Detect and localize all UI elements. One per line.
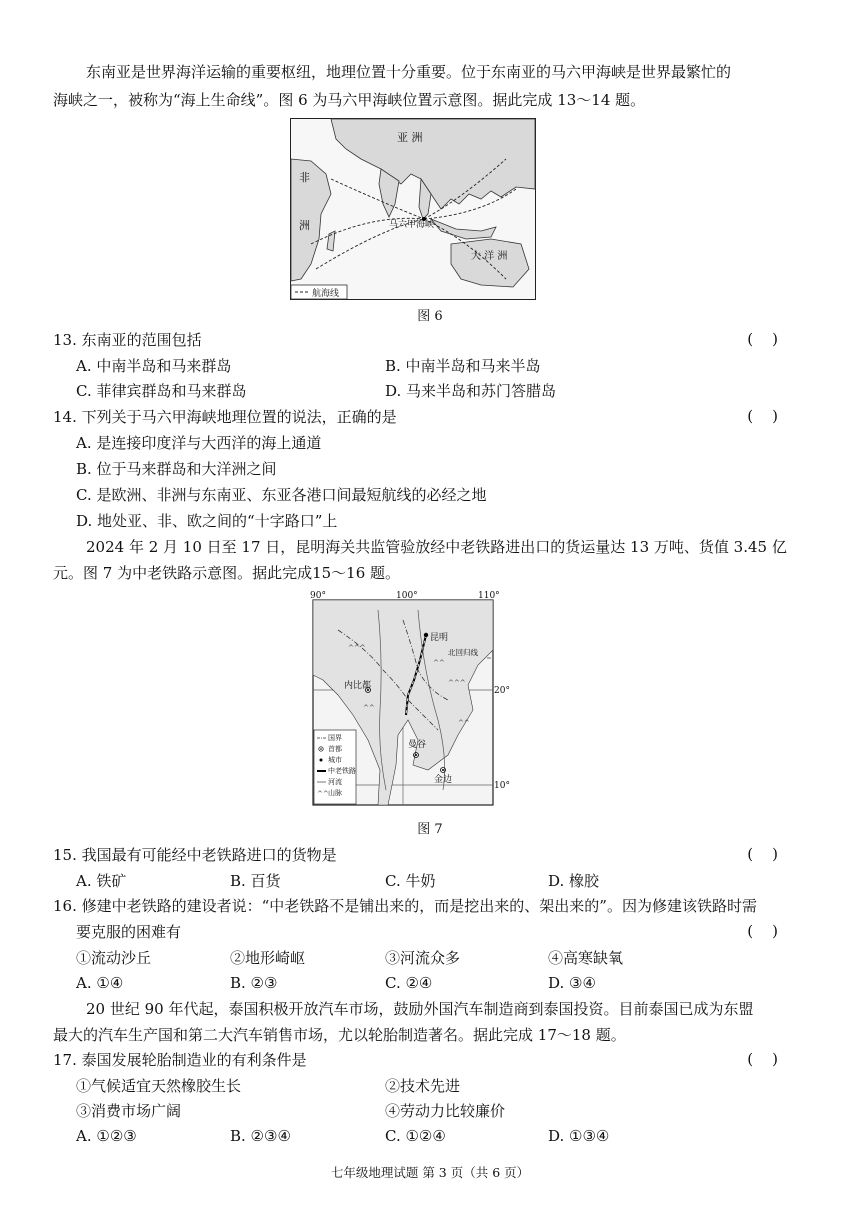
intro1-line1: 东南亚是世界海洋运输的重要枢纽，地理位置十分重要。位于东南亚的马六甲海峡是世界最繁忙的 xyxy=(86,63,732,81)
q15-option-c[interactable]: C. 牛奶 xyxy=(385,872,436,890)
q17-item-2: ②技术先进 xyxy=(385,1077,461,1095)
q16-item-1: ①流动沙丘 xyxy=(76,949,152,967)
figure7-legend-city: 城市 xyxy=(328,756,342,764)
q16-stem-continued: 要克服的困难有 xyxy=(76,923,182,941)
figure7-legend-border: 国界 xyxy=(328,734,342,742)
svg-text:^^: ^^ xyxy=(317,790,329,798)
intro1-line2: 海峡之一，被称为“海上生命线”。图 6 为马六甲海峡位置示意图。据此完成 13～14 题。 xyxy=(53,91,646,109)
q17-item-1: ①气候适宜天然橡胶生长 xyxy=(76,1077,242,1095)
intro3-line1: 20 世纪 90 年代起，泰国积极开放汽车市场，鼓励外国汽车制造商到泰国投资。目前泰国已成为东盟 xyxy=(86,1000,754,1018)
q16-option-c[interactable]: C. ②④ xyxy=(385,974,433,992)
q17-answer-paren[interactable]: ( ) xyxy=(747,1050,778,1068)
figure7-legend-railway: 中老铁路 xyxy=(328,767,356,775)
figure7-lon-90: 90° xyxy=(310,591,326,601)
q16-item-4: ④高寒缺氧 xyxy=(548,949,624,967)
q16-item-2: ②地形崎岖 xyxy=(230,949,306,967)
q14-stem: 14. 下列关于马六甲海峡地理位置的说法，正确的是 xyxy=(53,408,397,426)
q16-option-d[interactable]: D. ③④ xyxy=(548,974,596,992)
q16-answer-paren[interactable]: ( ) xyxy=(747,922,778,940)
figure6-label-asia: 亚 洲 xyxy=(397,131,423,144)
svg-text:^^: ^^ xyxy=(458,719,470,727)
figure6-caption: 图 6 xyxy=(417,309,443,324)
figure6-label-africa-1: 非 xyxy=(299,171,310,184)
figure7-city-bangkok: 曼谷 xyxy=(408,740,427,750)
intro2-line2: 元。图 7 为中老铁路示意图。据此完成15～16 题。 xyxy=(53,564,401,582)
figure6-map xyxy=(290,118,536,300)
q17-item-4: ④劳动力比较廉价 xyxy=(385,1102,506,1120)
figure7-map xyxy=(308,590,510,812)
q14-answer-paren[interactable]: ( ) xyxy=(747,407,778,425)
figure7-legend-river: 河流 xyxy=(328,778,342,786)
q14-option-d[interactable]: D. 地处亚、非、欧之间的“十字路口”上 xyxy=(76,512,338,530)
q13-option-a[interactable]: A. 中南半岛和马来群岛 xyxy=(76,357,232,375)
q13-stem: 13. 东南亚的范围包括 xyxy=(53,331,202,349)
q17-option-d[interactable]: D. ①③④ xyxy=(548,1127,610,1145)
q13-option-c[interactable]: C. 菲律宾群岛和马来群岛 xyxy=(76,382,247,400)
figure7-lat-20: 20° xyxy=(494,686,510,696)
figure6-legend: 航海线 xyxy=(312,289,340,299)
svg-text:^^^: ^^^ xyxy=(448,679,466,687)
figure7-legend-mountain: 山脉 xyxy=(328,789,342,797)
figure7-city-kunming: 昆明 xyxy=(430,633,449,643)
svg-text:^^: ^^ xyxy=(433,659,445,667)
q14-option-a[interactable]: A. 是连接印度洋与大西洋的海上通道 xyxy=(76,434,322,452)
q17-option-c[interactable]: C. ①②④ xyxy=(385,1127,446,1145)
figure7-city-naypyidaw: 内比都 xyxy=(344,681,372,691)
q16-option-b[interactable]: B. ②③ xyxy=(230,974,278,992)
figure7-caption: 图 7 xyxy=(417,822,443,837)
q15-option-d[interactable]: D. 橡胶 xyxy=(548,872,600,890)
q16-stem: 16. 修建中老铁路的建设者说：“中老铁路不是铺出来的，而是挖出来的、架出来的”。因为修建该铁路时需 xyxy=(53,897,757,915)
q16-item-3: ③河流众多 xyxy=(385,949,461,967)
q13-option-b[interactable]: B. 中南半岛和马来半岛 xyxy=(385,357,541,375)
page-footer: 七年级地理试题 第 3 页（共 6 页） xyxy=(330,1165,530,1180)
intro3-line2: 最大的汽车生产国和第二大汽车销售市场，尤以轮胎制造著名。据此完成 17～18 题。 xyxy=(53,1026,626,1044)
figure6-label-strait: 马六甲海峡 xyxy=(389,220,435,230)
figure7-tropic: 北回归线 xyxy=(448,648,478,657)
figure6-label-oceania: 大 洋 洲 xyxy=(471,251,508,262)
q17-option-b[interactable]: B. ②③④ xyxy=(230,1127,291,1145)
figure7-lon-100: 100° xyxy=(396,591,418,601)
q15-stem: 15. 我国最有可能经中老铁路进口的货物是 xyxy=(53,846,337,864)
figure6-label-africa-2: 洲 xyxy=(299,219,310,232)
figure7-legend-capital: 首都 xyxy=(328,745,342,753)
q15-answer-paren[interactable]: ( ) xyxy=(747,845,778,863)
intro2-line1: 2024 年 2 月 10 日至 17 日，昆明海关共监管验放经中老铁路进出口的货运量达 13 万吨、货值 3.45 亿 xyxy=(86,538,787,556)
q17-option-a[interactable]: A. ①②③ xyxy=(76,1127,137,1145)
svg-text:^^: ^^ xyxy=(363,704,375,712)
figure7-city-phnompenh: 金边 xyxy=(434,775,453,785)
q15-option-a[interactable]: A. 铁矿 xyxy=(76,872,127,890)
q14-option-b[interactable]: B. 位于马来群岛和大洋洲之间 xyxy=(76,460,277,478)
q15-option-b[interactable]: B. 百货 xyxy=(230,872,281,890)
q14-option-c[interactable]: C. 是欧洲、非洲与东南亚、东亚各港口间最短航线的必经之地 xyxy=(76,486,487,504)
q17-stem: 17. 泰国发展轮胎制造业的有利条件是 xyxy=(53,1051,307,1069)
q13-answer-paren[interactable]: ( ) xyxy=(747,330,778,348)
q13-option-d[interactable]: D. 马来半岛和苏门答腊岛 xyxy=(385,382,557,400)
figure7-lon-110: 110° xyxy=(478,591,500,601)
q17-item-3: ③消费市场广阔 xyxy=(76,1102,182,1120)
svg-text:^^^: ^^^ xyxy=(348,644,366,652)
q16-option-a[interactable]: A. ①④ xyxy=(76,974,124,992)
figure7-lat-10: 10° xyxy=(494,781,510,791)
